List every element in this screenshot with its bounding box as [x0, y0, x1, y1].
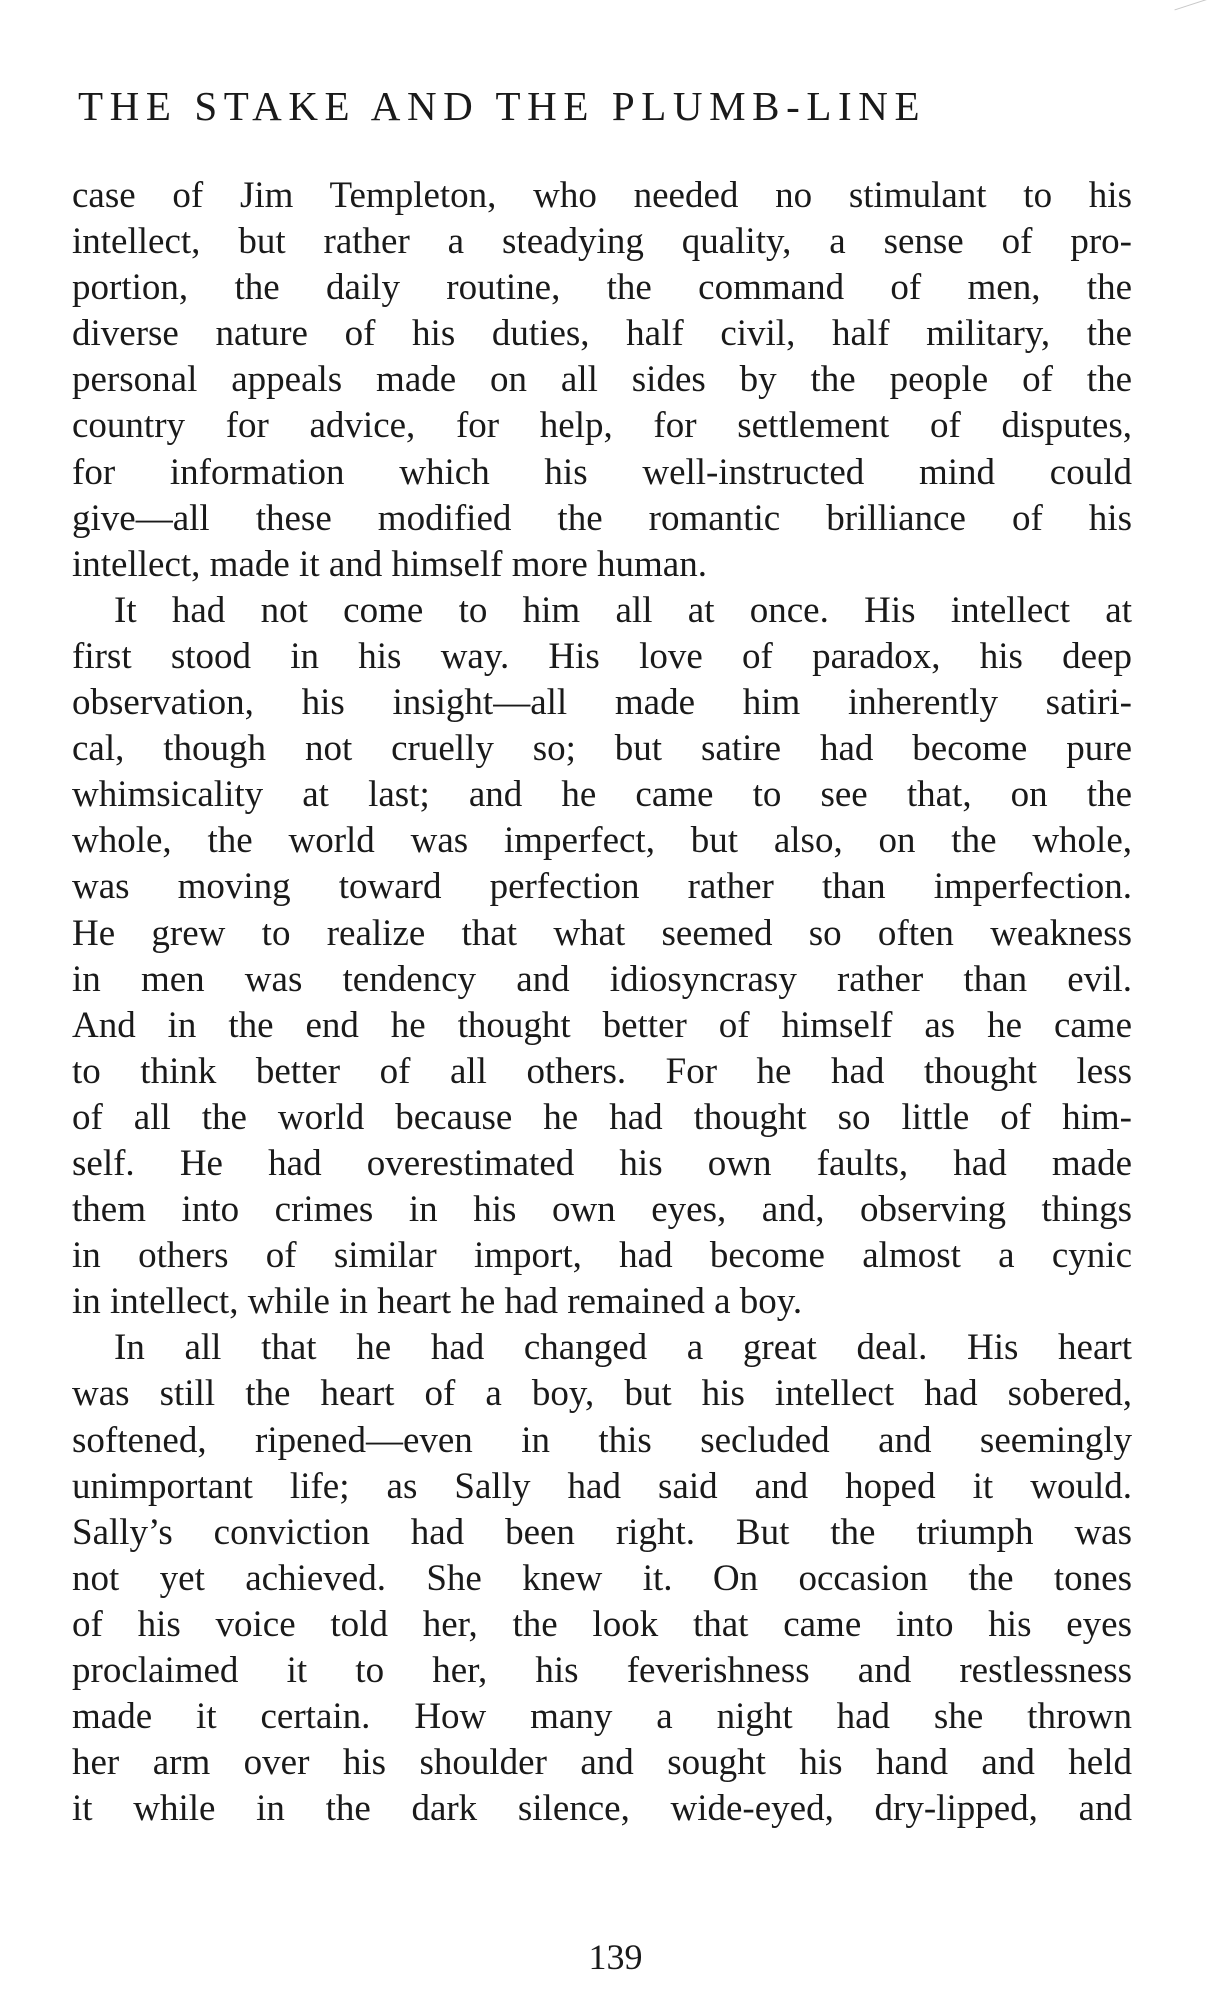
text-line: unimportant life; as Sally had said and hoped it would. — [72, 1465, 1132, 1507]
text-line: them into crimes in his own eyes, and, observing things — [72, 1189, 1132, 1231]
text-line: He grew to realize that what seemed so often weakness — [72, 912, 1132, 954]
text-line: was still the heart of a boy, but his intellect had sobered, — [72, 1373, 1132, 1415]
text-line: observation, his insight—all made him inherently satiri- — [72, 682, 1132, 724]
text-line: diverse nature of his duties, half civil, half military, the — [72, 313, 1132, 355]
text-line: personal appeals made on all sides by the people of the — [72, 359, 1132, 401]
text-line: it while in the dark silence, wide-eyed, dry-lipped, and — [72, 1788, 1132, 1830]
text-line: country for advice, for help, for settlement of disputes, — [72, 405, 1132, 447]
text-line: her arm over his shoulder and sought his hand and held — [72, 1742, 1132, 1784]
text-line: whole, the world was imperfect, but also, on the whole, — [72, 820, 1132, 862]
text-line: made it certain. How many a night had she thrown — [72, 1696, 1132, 1738]
text-line: was moving toward perfection rather than imperfection. — [72, 866, 1132, 908]
text-line: intellect, made it and himself more human. — [72, 543, 707, 585]
running-head: THE STAKE AND THE PLUMB-LINE — [78, 83, 927, 129]
text-line: of all the world because he had thought so little of him- — [72, 1096, 1132, 1138]
text-line: not yet achieved. She knew it. On occasion the tones — [72, 1557, 1132, 1599]
text-line: of his voice told her, the look that came into his eyes — [72, 1603, 1132, 1645]
text-line: intellect, but rather a steadying quality, a sense of pro- — [72, 221, 1132, 263]
text-line: softened, ripened—even in this secluded and seemingly — [72, 1419, 1132, 1461]
text-line: In all that he had changed a great deal. His heart — [114, 1327, 1132, 1369]
body-text — [72, 173, 1132, 1832]
text-line: portion, the daily routine, the command of men, the — [72, 267, 1132, 309]
text-line: give—all these modified the romantic brilliance of his — [72, 497, 1132, 539]
text-line: proclaimed it to her, his feverishness and restlessness — [72, 1650, 1132, 1691]
text-line: for information which his well-instructed mind could — [72, 451, 1132, 493]
page-number: 139 — [588, 1937, 643, 1977]
text-line: whimsicality at last; and he came to see that, on the — [72, 774, 1132, 816]
page-mark — [1174, 0, 1209, 18]
text-line: And in the end he thought better of himself as he came — [72, 1004, 1132, 1046]
text-line: in others of similar import, had become almost a cynic — [72, 1235, 1132, 1277]
text-line: self. He had overestimated his own faults, had made — [72, 1142, 1132, 1184]
text-line: case of Jim Templeton, who needed no stimulant to his — [72, 175, 1132, 216]
text-line: Sally’s conviction had been right. But the triumph was — [72, 1511, 1132, 1553]
text-line: in men was tendency and idiosyncrasy rather than evil. — [72, 958, 1132, 1000]
text-line: in intellect, while in heart he had remained a boy. — [72, 1281, 803, 1323]
text-line: cal, though not cruelly so; but satire had become pure — [72, 728, 1132, 770]
text-line: to think better of all others. For he had thought less — [72, 1050, 1132, 1092]
text-line: It had not come to him all at once. His intellect at — [114, 589, 1132, 631]
text-line: first stood in his way. His love of paradox, his deep — [72, 635, 1132, 677]
